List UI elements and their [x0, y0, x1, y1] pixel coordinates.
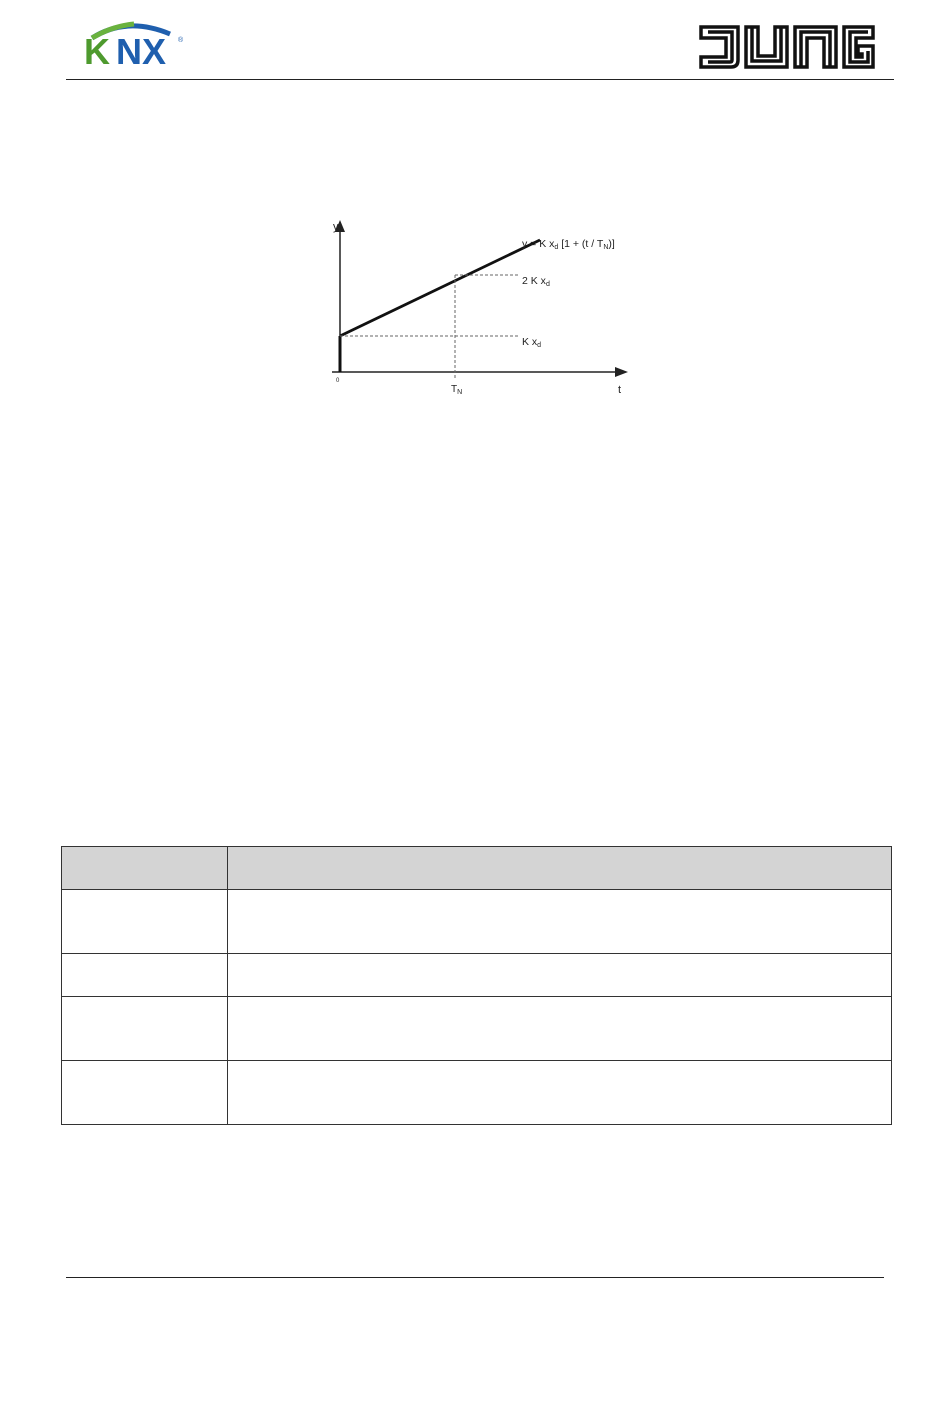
jung-logo-icon: [698, 24, 876, 70]
x-axis-arrow-icon: [615, 367, 628, 377]
step-response-diagram: [318, 210, 658, 410]
table-row: [62, 890, 892, 954]
tn-label: $T_N$: [451, 384, 463, 396]
knx-logo: [82, 20, 186, 70]
svg-text:®: ®: [178, 37, 184, 44]
y-axis-label: y: [333, 221, 339, 233]
table-cell: [62, 890, 228, 954]
footer-divider: [66, 1277, 884, 1278]
table-cell: [228, 954, 892, 997]
table-cell: [228, 1061, 892, 1125]
table-row: [62, 954, 892, 997]
curve-label: y = K xd [1 + (t / TN)]: [522, 238, 615, 251]
step-response-figure: [318, 210, 658, 410]
table-header-row: [62, 847, 892, 890]
svg-text:NX: NX: [116, 31, 167, 70]
table-cell: [62, 954, 228, 997]
header-divider: [66, 79, 894, 80]
table-cell: [228, 997, 892, 1061]
x-axis-label: t: [618, 384, 622, 396]
svg-text:K: K: [84, 31, 110, 70]
table-cell: [62, 997, 228, 1061]
table-cell: [62, 1061, 228, 1125]
level2-label: 2 K xd: [522, 275, 550, 288]
table-cell: [228, 890, 892, 954]
ramp-line: [340, 240, 540, 336]
origin-label: 0: [336, 378, 340, 384]
level1-label: K xd: [522, 336, 542, 349]
table-header-cell: [62, 847, 228, 890]
parameter-table: [61, 846, 892, 1125]
table-header-cell: [228, 847, 892, 890]
jung-logo: [698, 24, 876, 70]
table-row: [62, 1061, 892, 1125]
knx-logo-icon: [82, 20, 186, 70]
table-row: [62, 997, 892, 1061]
